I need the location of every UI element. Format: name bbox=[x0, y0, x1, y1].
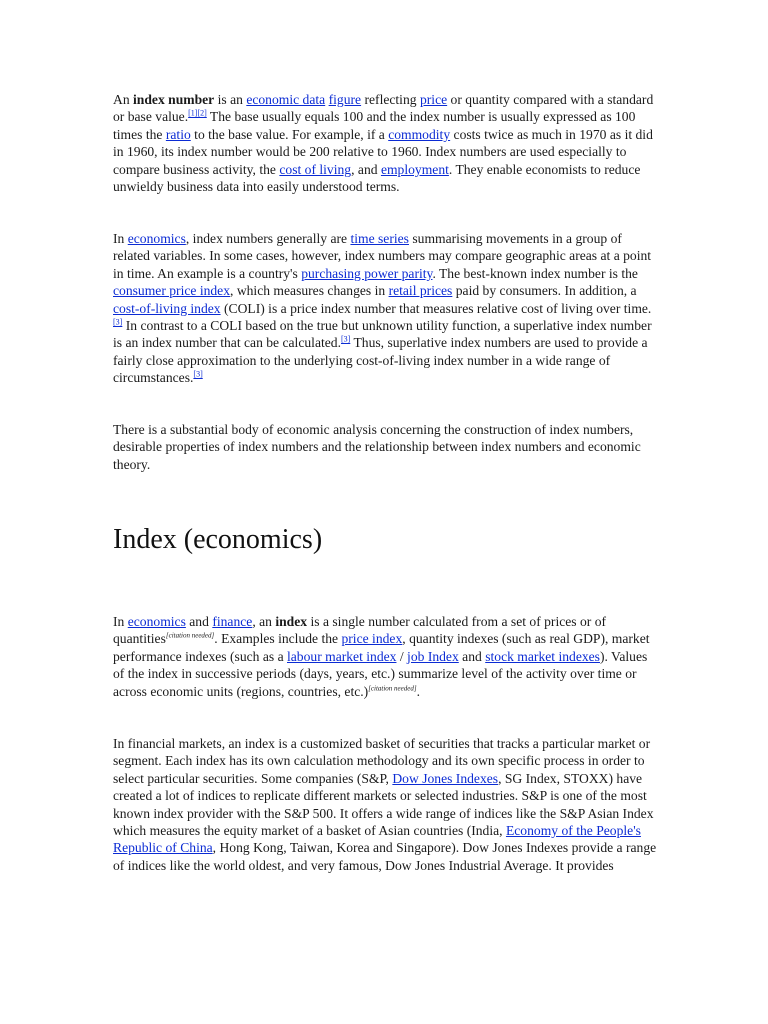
wiki-link[interactable]: commodity bbox=[388, 126, 451, 142]
paragraph-text: , and bbox=[351, 161, 381, 177]
paragraph-text: summarising movements in a group of related variables. In some cases, however, index numbers may compare geographic areas at a point in time. An example is a country's bbox=[113, 231, 652, 281]
wiki-link[interactable]: economic data bbox=[246, 92, 326, 107]
wiki-link[interactable]: cost of living bbox=[279, 161, 352, 177]
paragraph-text: reflecting bbox=[361, 92, 420, 107]
paragraph-text: There is a substantial body of economic analysis concerning the construction of index numbers, desirable properties of index numbers and the relationship between index numbers and economic theory. bbox=[113, 422, 641, 472]
wiki-link[interactable]: figure bbox=[328, 92, 362, 107]
reference-link[interactable]: [1][2] bbox=[188, 108, 207, 118]
paragraph-text: is a single number calculated from a set of prices or of quantities bbox=[113, 614, 607, 647]
wiki-link[interactable]: Dow Jones Indexes bbox=[392, 770, 499, 786]
paragraph-text: to the base value. For example, if a bbox=[190, 126, 389, 142]
reference-superscript bbox=[193, 370, 202, 379]
wiki-link[interactable]: retail prices bbox=[388, 283, 453, 299]
paragraph-text: or quantity compared with a standard or base value. bbox=[113, 92, 654, 125]
paragraph-text: costs twice as much in 1970 as it did in 1960, its index number would be 200 relative to 1960. Index numbers are used especially to compare business activity, the bbox=[113, 126, 653, 177]
paragraph-text: paid by consumers. In addition, a bbox=[452, 283, 637, 299]
paragraph-text: The base usually equals 100 and the index number is usually expressed as 100 times the bbox=[113, 109, 636, 142]
reference-link[interactable]: [3] bbox=[340, 334, 351, 344]
paragraph-text: (COLI) is a price index number that measures relative cost of living over time. bbox=[220, 300, 652, 316]
wiki-link[interactable]: employment bbox=[380, 161, 449, 177]
bold-term: index bbox=[275, 614, 308, 629]
reference-superscript bbox=[188, 109, 207, 118]
paragraph-text: , an bbox=[252, 614, 276, 629]
wiki-link[interactable]: cost-of-living index bbox=[113, 300, 221, 316]
citation-needed-tag[interactable]: [citation needed] bbox=[165, 631, 215, 640]
paragraph-text: , Hong Kong, Taiwan, Korea and Singapore). Dow Jones Indexes provide a range of indices like the world oldest, and very famous, Dow Jones Industrial Average. It provides bbox=[113, 840, 657, 873]
paragraph-text: ). Values of the index in successive periods (days, years, etc.) summarize level of the activity over time or across economic units (regions, countries, etc.) bbox=[113, 648, 648, 699]
wiki-link[interactable]: job Index bbox=[407, 648, 459, 664]
paragraph-index-economics-finance bbox=[113, 613, 658, 700]
paragraph-economic-analysis bbox=[113, 421, 658, 473]
wiki-link[interactable]: labour market index bbox=[287, 648, 397, 664]
paragraph-text: Thus, superlative index numbers are used to provide a fairly close approximation to the underlying cost-of-living index number in a wide range of circumstances. bbox=[113, 335, 648, 386]
bold-term: index number bbox=[133, 92, 215, 107]
citation-needed-tag[interactable]: [citation needed] bbox=[368, 684, 417, 693]
paragraph-text: . Examples include the bbox=[214, 631, 342, 647]
wiki-link[interactable]: consumer price index bbox=[113, 283, 231, 299]
paragraph-text: , SG Index, STOXX) have created a lot of indices to replicate different markets or selected industries. S&P is one of the most known index provider with the S&P 500. It offers a wide range of indices like the S&P Asian Index which measures the equity market of a basket of Asian countries (India, bbox=[113, 770, 654, 839]
wiki-link[interactable]: economics bbox=[127, 614, 186, 629]
paragraph-text: In financial markets, an index is a customized basket of securities that tracks a particular market or segment. Each index has its own calculation methodology and its own specific process in order to select particular securities. Some companies (S&P, bbox=[113, 736, 651, 786]
wiki-link[interactable]: economics bbox=[127, 231, 186, 246]
wiki-link[interactable]: price bbox=[419, 92, 448, 107]
paragraph-text: In bbox=[113, 231, 128, 246]
paragraph-text: In contrast to a COLI based on the true but unknown utility function, a superlative index number is an index number that can be calculated. bbox=[113, 318, 652, 351]
reference-link[interactable]: [3] bbox=[113, 317, 123, 327]
reference-superscript bbox=[341, 335, 350, 344]
paragraph-text: , quantity indexes (such as real GDP), market performance indexes (such as a bbox=[113, 631, 650, 664]
reference-superscript bbox=[113, 318, 122, 327]
paragraph-text: / bbox=[396, 648, 408, 664]
wiki-link[interactable]: finance bbox=[212, 614, 253, 629]
paragraph-text: and bbox=[185, 614, 213, 629]
paragraph-text: An bbox=[113, 92, 134, 107]
wiki-link[interactable]: ratio bbox=[165, 126, 191, 142]
paragraph-text: In bbox=[113, 614, 128, 629]
wiki-link[interactable]: time series bbox=[350, 231, 409, 246]
paragraph-text: . The best-known index number is the bbox=[432, 265, 638, 281]
paragraph-text: is an bbox=[214, 92, 247, 107]
wiki-link[interactable]: stock market indexes bbox=[485, 648, 600, 664]
paragraph-index-number-definition bbox=[113, 91, 658, 195]
paragraph-financial-markets bbox=[113, 735, 658, 874]
paragraph-text: . bbox=[416, 683, 420, 699]
paragraph-text: . They enable economists to reduce unwieldy business data into easily understood terms. bbox=[113, 161, 641, 195]
section-heading: Index (economics) bbox=[113, 524, 323, 555]
paragraph-text: , which measures changes in bbox=[230, 283, 389, 299]
wiki-link[interactable]: price index bbox=[341, 631, 403, 647]
paragraph-text: and bbox=[458, 648, 486, 664]
wiki-link[interactable]: Economy of the People's Republic of China bbox=[113, 823, 641, 856]
paragraph-text: , index numbers generally are bbox=[185, 231, 351, 246]
paragraph-index-numbers-in-economics bbox=[113, 230, 658, 387]
reference-link[interactable]: [3] bbox=[193, 369, 203, 379]
wiki-link[interactable]: purchasing power parity bbox=[301, 265, 433, 281]
